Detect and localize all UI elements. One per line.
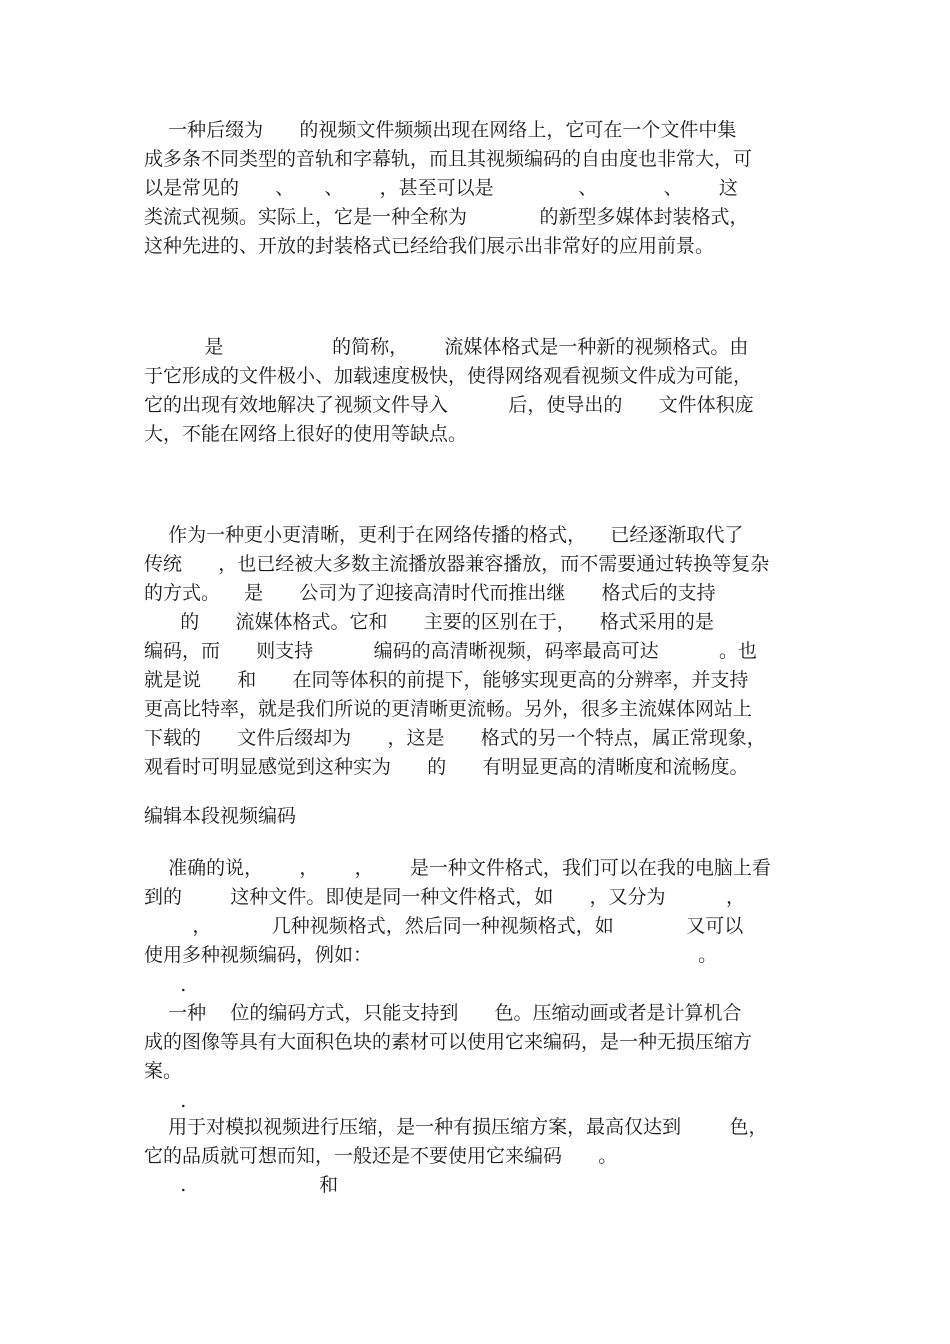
paragraph-1-line-4: 类流式视频。实际上，它是一种全称为 的新型多媒体封装格式， (144, 206, 749, 228)
paragraph-1-line-5: 这种先进的、开放的封装格式已经给我们展示出非常好的应用前景。 (144, 235, 715, 257)
paragraph-7-line-3: . 和 (144, 1174, 339, 1196)
paragraph-7-line-1: 用于对模拟视频进行压缩，是一种有损压缩方案，最高仅达到 色， (144, 1116, 768, 1138)
paragraph-6-line-4: . (144, 1090, 187, 1112)
paragraph-3-line-3: 的方式。 是 公司为了迎接高清时代而推出继 格式后的支持 (144, 582, 716, 604)
paragraph-2-line-3: 它的出现有效地解决了视频文件导入 后，使导出的 文件体积庞 (144, 394, 754, 416)
paragraph-5-line-2: 到的 这种文件。即使是同一种文件格式，如 ，又分为 ， (144, 886, 745, 908)
paragraph-7-line-2: 它的品质就可想而知，一般还是不要使用它来编码 。 (144, 1145, 618, 1167)
paragraph-2-line-1: 是 的简称， 流媒体格式是一种新的视频格式。由 (144, 336, 749, 358)
paragraph-5-line-1: 准确的说， ， ， 是一种文件格式，我们可以在我的电脑上看 (144, 857, 771, 879)
paragraph-3-line-7: 更高比特率，就是我们所说的更清晰更流畅。另外，很多主流媒体网站上 (144, 698, 753, 720)
paragraph-5-line-5: . (144, 974, 187, 996)
paragraph-3-line-6: 就是说 和 在同等体积的前提下，能够实现更高的分辨率，并支持 (144, 669, 749, 691)
paragraph-1-line-2: 成多条不同类型的音轨和字幕轨，而且其视频编码的自由度也非常大，可 (144, 148, 753, 170)
paragraph-1-line-3: 以是常见的 、 、 ，甚至可以是 、 、 这 (144, 177, 738, 199)
paragraph-3-line-4: 的 流媒体格式。它和 主要的区别在于， 格式采用的是 (144, 611, 714, 633)
paragraph-2-line-4: 大，不能在网络上很好的使用等缺点。 (144, 423, 468, 445)
paragraph-5-line-3: ， 几种视频格式，然后同一种视频格式，如 又可以 (144, 915, 744, 937)
paragraph-2-line-2: 于它形成的文件极小、加载速度极快，使得网络观看视频文件成为可能， (144, 365, 753, 387)
paragraph-3-line-8: 下载的 文件后缀却为 ，这是 格式的另一个特点，属正常现象， (144, 727, 766, 749)
section-heading: 编辑本段视频编码 (144, 805, 297, 827)
paragraph-3-line-5: 编码，而 则支持 编码的高清晰视频，码率最高可达 。也 (144, 640, 758, 662)
paragraph-1-line-1: 一种后缀为 的视频文件频频出现在网络上，它可在一个文件中集 (144, 119, 737, 141)
paragraph-6-line-2: 成的图像等具有大面积色块的素材可以使用它来编码，是一种无损压缩方 (144, 1031, 753, 1053)
paragraph-6-line-1: 一种 位的编码方式，只能支持到 色。压缩动画或者是计算机合 (144, 1002, 742, 1024)
paragraph-3-line-9: 观看时可明显感觉到这种实为 的 有明显更高的清晰度和流畅度。 (144, 756, 749, 778)
paragraph-6-line-3: 案。 (144, 1060, 183, 1082)
paragraph-3-line-2: 传统 ，也已经被大多数主流播放器兼容播放，而不需要通过转换等复杂 (144, 553, 770, 575)
paragraph-5-line-4: 使用多种视频编码，例如： 。 (144, 944, 718, 966)
paragraph-3-line-1: 作为一种更小更清晰，更利于在网络传播的格式， 已经逐渐取代了 (144, 524, 744, 546)
